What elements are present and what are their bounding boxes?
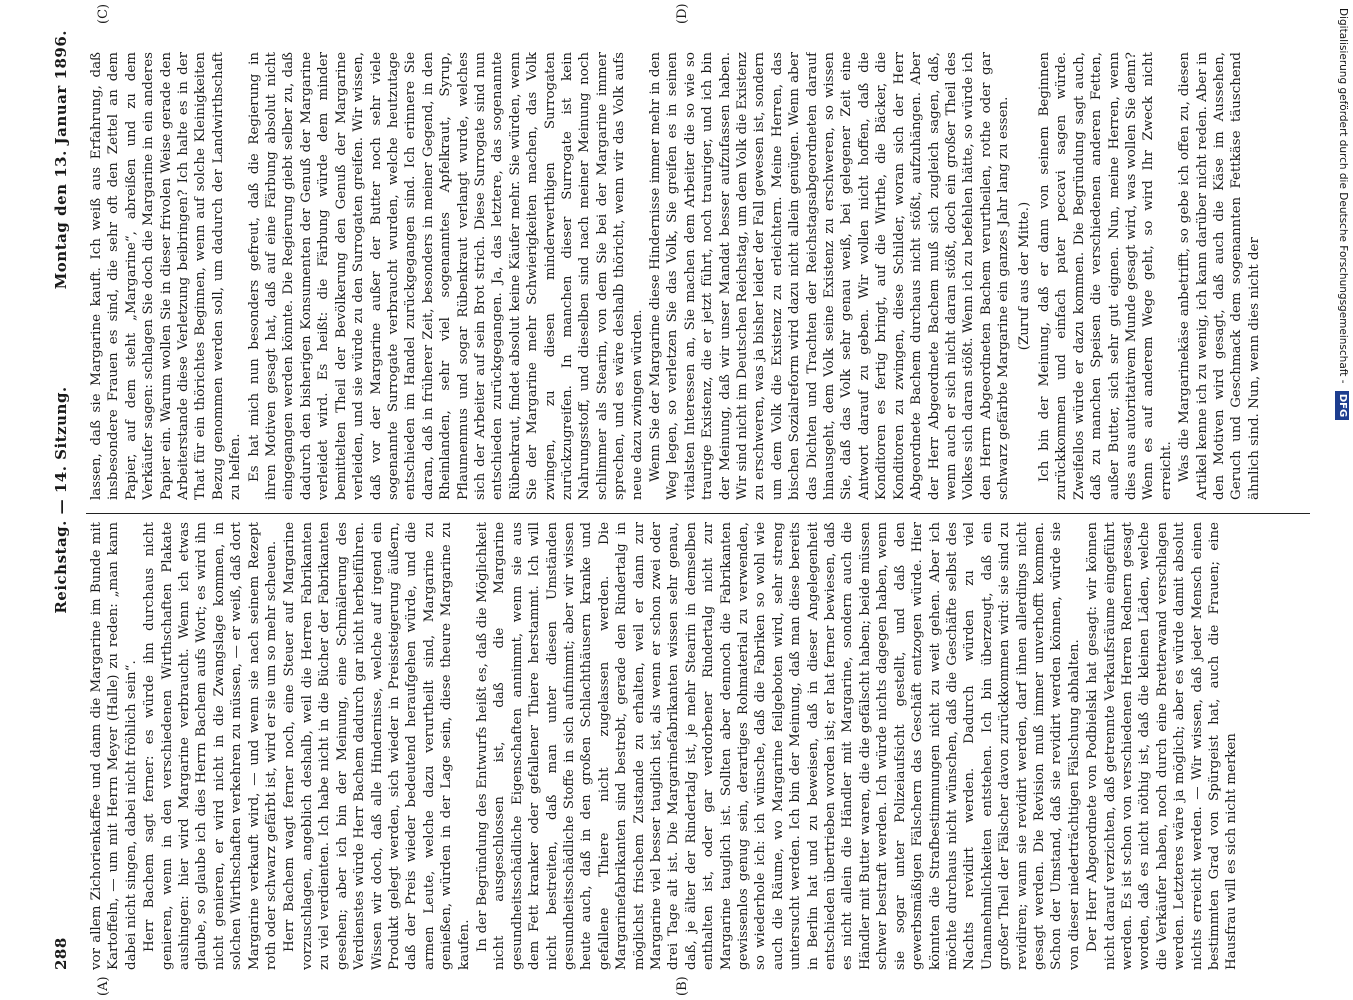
left-text-column <box>88 522 1310 970</box>
paragraph: vor allem Zichorienkaffee und dann die Margarine im Bunde mit Kartoffeln, — um mit Herrn Meyer (Halle) zu reden: „man kann dabei nicht singen, dabei nicht fröhlich sein“. <box>89 522 139 970</box>
paragraph: Der Herr Abgeordnete von Podbielski hat gesagt: wir können nicht darauf verzichten, daß getrennte Verkaufsräume eingeführt werden. Es ist schon von verschiedenen Herren Rednern gesagt worden, daß es nicht nöthig ist, daß die kleinen Läden, welche die Verkäufer haben, noch durch eine Bretterwand verschlagen werden. Letzteres wäre ja möglich; aber es würde damit absolut nichts erreicht werden. — Wir wissen, daß jeder Mensch einen bestimmten Grad von Spürgeist hat, auch die Frauen; eine Hausfrau will es sich nicht merken <box>1085 522 1240 970</box>
session-title: Reichstag. — 14. Sitzung. <box>52 386 70 614</box>
column-divider <box>86 513 1310 514</box>
session-date: Montag den 13. Januar 1896. <box>52 30 70 290</box>
page-number: 288 <box>52 937 70 970</box>
credit-text: Digitalisierung gefördert durch die Deutsche Forschungsgemeinschaft - <box>1337 8 1349 384</box>
digitization-credit <box>1334 8 1352 998</box>
interjection: (Zuruf aus der Mitte.) <box>1016 201 1032 351</box>
paragraph: In der Begründung des Entwurfs heißt es, daß die Möglichkeit nicht ausgeschlossen ist, daß die Margarine gesundheitsschädliche Eigenschaften annimmt, wenn sie aus dem Fett kranker oder gefallener Thiere herstammt. Ich will nicht bestreiten, daß man unter diesen Umständen gesundheitsschädliche Stoffe in sich aufnimmt; aber wir wissen heute auch, daß in den großen Schlachthäusern kranke und gefallene Thiere nicht zugelassen werden. Die Margarinefabrikanten sind bestrebt, gerade den Rindertalg in möglichst frischem Zustande zu erhalten, weil er dann zur Margarine viel besser tauglich ist, als wenn er schon zwei oder drei Tage alt ist. Die Margarinefabrikanten wissen sehr genau, daß, je älter der Rindertalg ist, je mehr Stearin in demselben enthalten ist, oder gar verdorbener Rindertalg nicht zur Margarine tauglich ist. Sollten aber dennoch die Fabrikanten gewissenlos genug sein, derartiges Rohmaterial zu verwenden, so wiederhole ich: ich wünsche, daß die Fabriken so wohl wie auch die Räume, wo Margarine feilgeboten wird, sehr streng untersucht werden. Ich bin der Meinung, daß man diese bereits in Berlin hat und zu beweisen, daß in dieser Angelegenheit entschieden übertrieben worden ist; er hat ferner bewiesen, daß es nicht allein die Händler mit Margarine, sondern auch die Händler mit Butter waren, die die gefälscht haben; beide müssen schwer bestraft werden. Ich würde nichts dagegen haben, wenn sie sogar unter Polizeiaufsicht gestellt, und daß den gewerbsmäßigen Fälschern das Geschäft entzogen würde. Hier könnten die Strafbestimmungen nicht zu weit gehen. Aber ich möchte durchaus nicht wünschen, daß die Geschäfte selbst des Nachts revidirt werden. Dadurch würden zu viel Unannehmlichkeiten entstehen. Ich bin überzeugt, daß ein großer Theil der Fälscher davon zurückkommen wird: sie sind zu revidiren; wann sie revidirt werden, darf ihnen allerdings nicht gesagt werden. Die Revision muß immer unverhofft kommen. Schon der Umstand, daß sie revidirt werden können, würde sie von dieser niederträchtigen Fälschung abhalten. <box>474 522 1082 970</box>
paragraph: Es hat mich nun besonders gefreut, daß die Regierung in ihren Motiven gesagt hat, daß auf eine Färbung absolut nicht eingegangen werden könnte. Die Regierung giebt selber zu, daß dadurch den bisherigen Konsumenten der Genuß der Margarine verleidet wird. Es heißt: die Färbung würde dem minder bemittelten Theil der Bevölkerung den Genuß der Margarine verleiden, und sie würde zu den Surrogaten greifen. Wir wissen, daß vor der Margarine außer der Butter noch sehr viele sogenannte Surrogate verbraucht wurden, welche heutzutage entschieden im Handel zurückgegangen sind. Ich erinnere Sie daran, daß in früherer Zeit, besonders in meiner Gegend, in den Rheinlanden, sehr viel sogenanntes Apfelkraut, Syrup, Pflaumenmus und sogar Rübenkraut verlangt wurde, welches sich der Arbeiter auf sein Brot strich. Diese Surrogate sind nun entschieden zurückgegangen. Ja, das letztere, das sogenannte Rübenkraut, findet absolut keine Käufer mehr. Sie würden, wenn Sie der Margarine mehr Schwierigkeiten machen, das Volk zwingen, zu diesen minderwerthigen Surrogaten zurückzugreifen. In manchen dieser Surrogate ist kein Nahrungsstoff, und dieselben sind nach meiner Meinung noch schlimmer als Stearin, von dem Sie bei der Margarine immer sprechen, und es wäre deshalb thöricht, wenn wir das Volk aufs neue dazu zwingen würden. <box>246 52 645 500</box>
paragraph: Was die Margarinekäse anbetrifft, so gebe ich offen zu, diesen Artikel kenne ich zu wenig, ich kann darüber nicht reden. Aber in den Motiven wird gesagt, daß auch die Käse im Aussehen, Geruch und Geschmack dem sogenannten Fettkäse täuschend ähnlich sind. Nun, wenn dies nicht der <box>1177 52 1262 500</box>
margin-mark-b: (B) <box>675 976 690 996</box>
page-header <box>52 30 76 970</box>
paragraph: Herr Bachem sagt ferner: es würde ihn durchaus nicht genieren, wenn in den verschiedenen Wirthschaften Plakate aushingen: hier wird Margarine verbraucht. Wenn ich etwas glaube, so glaube ich dies Herrn Bachem aufs Wort; es wird ihn nicht genieren, er wird nicht in die Zwangslage kommen, in solchen Wirthschaften verkehren zu müssen, — er weiß, daß dort Margarine verkauft wird, — und wenn sie nach seinem Rezept roth oder schwarz gefärbt ist, wird er sie um so mehr scheuen. <box>142 522 280 970</box>
right-text-column <box>88 52 1310 500</box>
margin-mark-d: (D) <box>675 3 690 24</box>
paragraph: Herr Bachem wagt ferner noch, eine Steuer auf Margarine vorzuschlagen, angeblich deshalb, weil die Herren Fabrikanten zu viel verdienten. Ich habe nicht in die Bücher der Fabrikanten gesehen; aber ich bin der Meinung, eine Schmälerung des Verdienstes würde Herr Bachem dadurch gar nicht herbeiführen. Wissen wir doch, daß alle Hindernisse, welche auf irgend ein Produkt gelegt werden, sich wieder in Preissteigerung äußern, daß der Preis wieder bedeutend heraufgehen würde, und die armen Leute, welche dazu verurtheilt sind, Margarine zu genießen, würden in der Lage sein, diese theure Margarine zu kaufen. <box>282 522 472 970</box>
dfg-logo: DFG <box>1335 391 1349 420</box>
margin-mark-a: (A) <box>96 976 111 996</box>
paragraph: Ich bin der Meinung, daß er dann von seinem Beginnen zurückkommen und einfach pater peccavi sagen würde. Zweifellos würde er dazu kommen. Die Begründung sagt auch, daß zu manchen Speisen die verschiedenen anderen Fetten, außer Butter, sich sehr gut eignen. Nun, meine Herren, wenn dies aus autoritativem Munde gesagt wird, was wollen Sie denn? Wenn es auf anderem Wege geht, so wird Ihr Zweck nicht erreicht. <box>1036 52 1174 500</box>
paragraph: lassen, daß sie Margarine kauft. Ich weiß aus Erfahrung, daß insbesondere Frauen es sind, die sehr oft den Zettel an dem Papier, auf dem steht „Margarine“, abreißen und zu dem Verkäufer sagen: schlagen Sie doch die Margarine in ein anderes Papier ein. Warum wollen Sie in dieser frivolen Weise gerade den Arbeiterstande diese Verletzung beibringen? Ich halte es in der That für ein thörichtes Beginnen, wenn auf solche Kleinigkeiten Bezug genommen werden soll, um dadurch der Landwirthschaft zu helfen. <box>89 52 244 500</box>
paragraph: Wenn Sie der Margarine diese Hindernisse immer mehr in den Weg legen, so verletzen Sie das Volk, Sie greifen es in seinen vitalsten Interessen an, Sie machen dem Arbeiter die so wie so traurige Existenz, die er jetzt führt, noch trauriger, und ich bin der Meinung, daß wir unser Mandat besser aufzufassen haben. Wir sind nicht im Deutschen Reichstag, um dem Volk die Existenz zu erschweren, was ja bisher leider der Fall gewesen ist, sondern um dem Volk die Existenz zu erleichtern. Meine Herren, das bischen Sozialreform wird dazu nicht allein genügen. Wenn aber das Dichten und Trachten der Reichstagsabgeordneten darauf hinausgeht, dem Volk seine Existenz zu erschweren, so wissen Sie, daß das Volk sehr genau weiß, bei gelegener Zeit eine Antwort darauf zu geben. Wir wollen nicht hoffen, daß die Konditoren es fertig bringt, auf die Wirthe, die Bäcker, die Konditoren zu zwingen, diese Schilder, woran sich der Herr Abgeordnete Bachem durchaus nicht stößt, aufzuhängen. Aber der Herr Abgeordnete Bachem muß sich zugleich sagen, daß, wenn auch er sich nicht daran stößt, doch ein großer Theil des Volkes sich daran stößt. Wenn ich zu befehlen hätte, so würde ich den Herrn Abgeordneten Bachem verurtheilen, rothe oder gar schwarz gefärbte Margarine ein ganzes Jahr lang zu essen. <box>648 52 1012 500</box>
margin-mark-c: (C) <box>96 3 111 24</box>
